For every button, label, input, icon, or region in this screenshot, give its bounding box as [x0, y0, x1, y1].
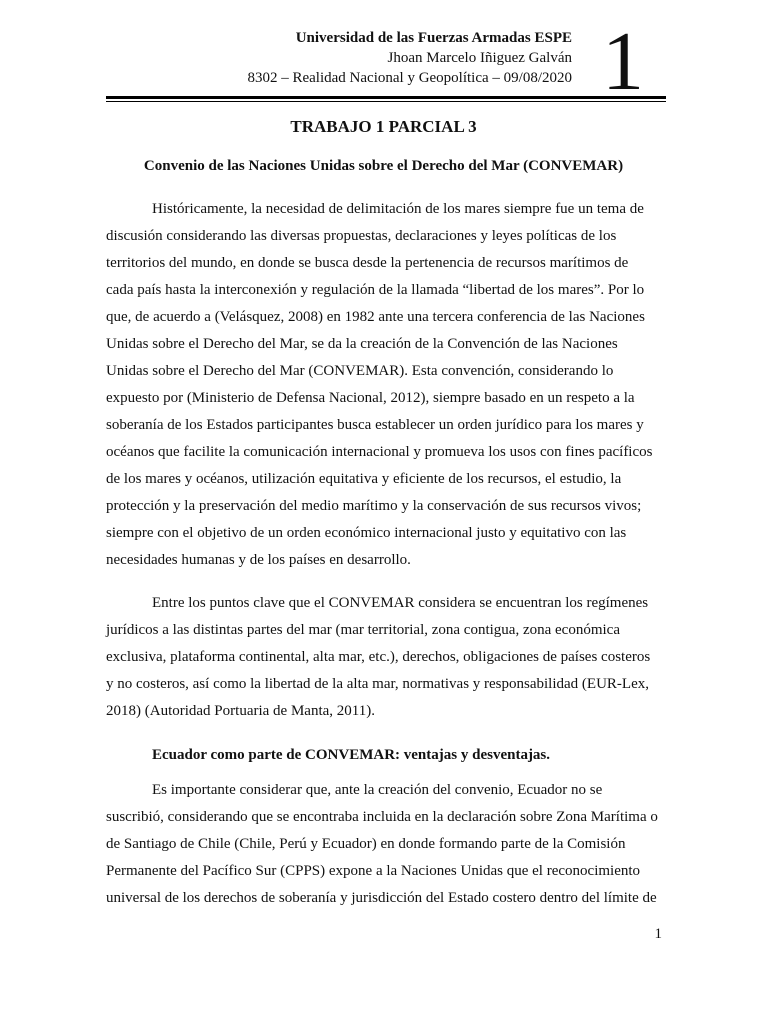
paragraph-line: exclusiva, plataforma continental, alta mar, etc.), derechos, obligaciones de países costeros — [106, 649, 651, 665]
paragraph-2 — [106, 590, 661, 725]
paragraph-line: necesidades humanas y de los países en desarrollo. — [106, 552, 411, 568]
paragraph-line: Unidas sobre el Derecho del Mar, se da la creación de la Convención de las Naciones — [106, 336, 618, 352]
paragraph-line: jurídicos a las distintas partes del mar (mar territorial, zona contigua, zona económica — [106, 622, 620, 638]
paragraph-line: Es importante considerar que, ante la creación del convenio, Ecuador no se — [152, 782, 603, 798]
section-heading: Ecuador como parte de CONVEMAR: ventajas y desventajas. — [152, 747, 551, 763]
paragraph-line: Permanente del Pacífico Sur (CPPS) expone a la Naciones Unidas que el reconocimiento — [106, 863, 641, 879]
paragraph-line: Históricamente, la necesidad de delimitación de los mares siempre fue un tema de — [152, 201, 644, 217]
paragraph-line: de los mares y océanos, utilización equitativa y eficiente de los recursos, el estudio, la — [106, 471, 622, 487]
paragraph-line: siempre con el objetivo de un orden económico internacional justo y equitativo con las — [106, 525, 627, 541]
paragraph-line: y no costeros, así como la libertad de la alta mar, normativas y responsabilidad (EUR-Lex, — [106, 676, 649, 692]
document-subtitle: Convenio de las Naciones Unidas sobre el Derecho del Mar (CONVEMAR) — [143, 158, 624, 174]
paragraph-line: discusión considerando las diversas propuestas, declaraciones y leyes políticas de los — [106, 228, 617, 244]
document-body — [106, 112, 661, 912]
paragraph-line: protección y la preservación del medio marítimo y la conservación de sus recursos vivos; — [106, 498, 642, 514]
document-title: TRABAJO 1 PARCIAL 3 — [290, 117, 477, 136]
paragraph-line: que, de acuerdo a (Velásquez, 2008) en 1982 ante una tercera conferencia de las Naciones — [106, 309, 645, 325]
paragraph-line: expuesto por (Ministerio de Defensa Nacional, 2012), siempre basado en un respeto a la — [106, 390, 635, 406]
paragraph-3 — [106, 777, 661, 912]
page-number: 1 — [654, 926, 662, 942]
paragraph-line: Unidas sobre el Derecho del Mar (CONVEMAR). Esta convención, considerando lo — [106, 363, 614, 379]
paragraph-line: universal de los derechos de soberanía y jurisdicción del Estado costero dentro del límite de — [106, 890, 657, 906]
paragraph-line: de Santiago de Chile (Chile, Perú y Ecuador) en donde formando parte de la Comisión — [106, 836, 626, 852]
paragraph-line: suscribió, considerando que se encontraba incluida en la declaración sobre Zona Marítima o — [106, 809, 658, 825]
author-name: Jhoan Marcelo Iñiguez Galván — [387, 50, 572, 66]
university-name: Universidad de las Fuerzas Armadas ESPE — [295, 30, 572, 46]
paragraph-line: territorios del mundo, en donde se busca desde la pertenencia de recursos marítimos de — [106, 255, 629, 271]
header-rule-thick — [106, 96, 666, 99]
paragraph-line: océanos que facilite la comunicación internacional y promueva los usos con fines pacíficos — [106, 444, 653, 460]
header-info — [247, 28, 572, 88]
paragraph-line: soberanía de los Estados participantes busca establecer un orden jurídico para los mares y — [106, 417, 644, 433]
header-big-number: 1 — [602, 15, 644, 108]
header-rule-thin — [106, 101, 666, 102]
paragraph-line: 2018) (Autoridad Portuaria de Manta, 2011). — [106, 703, 375, 719]
page-header — [100, 15, 666, 108]
paragraph-line: Entre los puntos clave que el CONVEMAR considera se encuentran los regímenes — [152, 595, 649, 611]
paragraph-1 — [106, 196, 661, 574]
paragraph-line: cada país hasta la interconexión y regulación de la llamada “libertad de los mares”. Por lo — [106, 282, 645, 298]
course-line: 8302 – Realidad Nacional y Geopolítica – 09/08/2020 — [247, 70, 572, 86]
